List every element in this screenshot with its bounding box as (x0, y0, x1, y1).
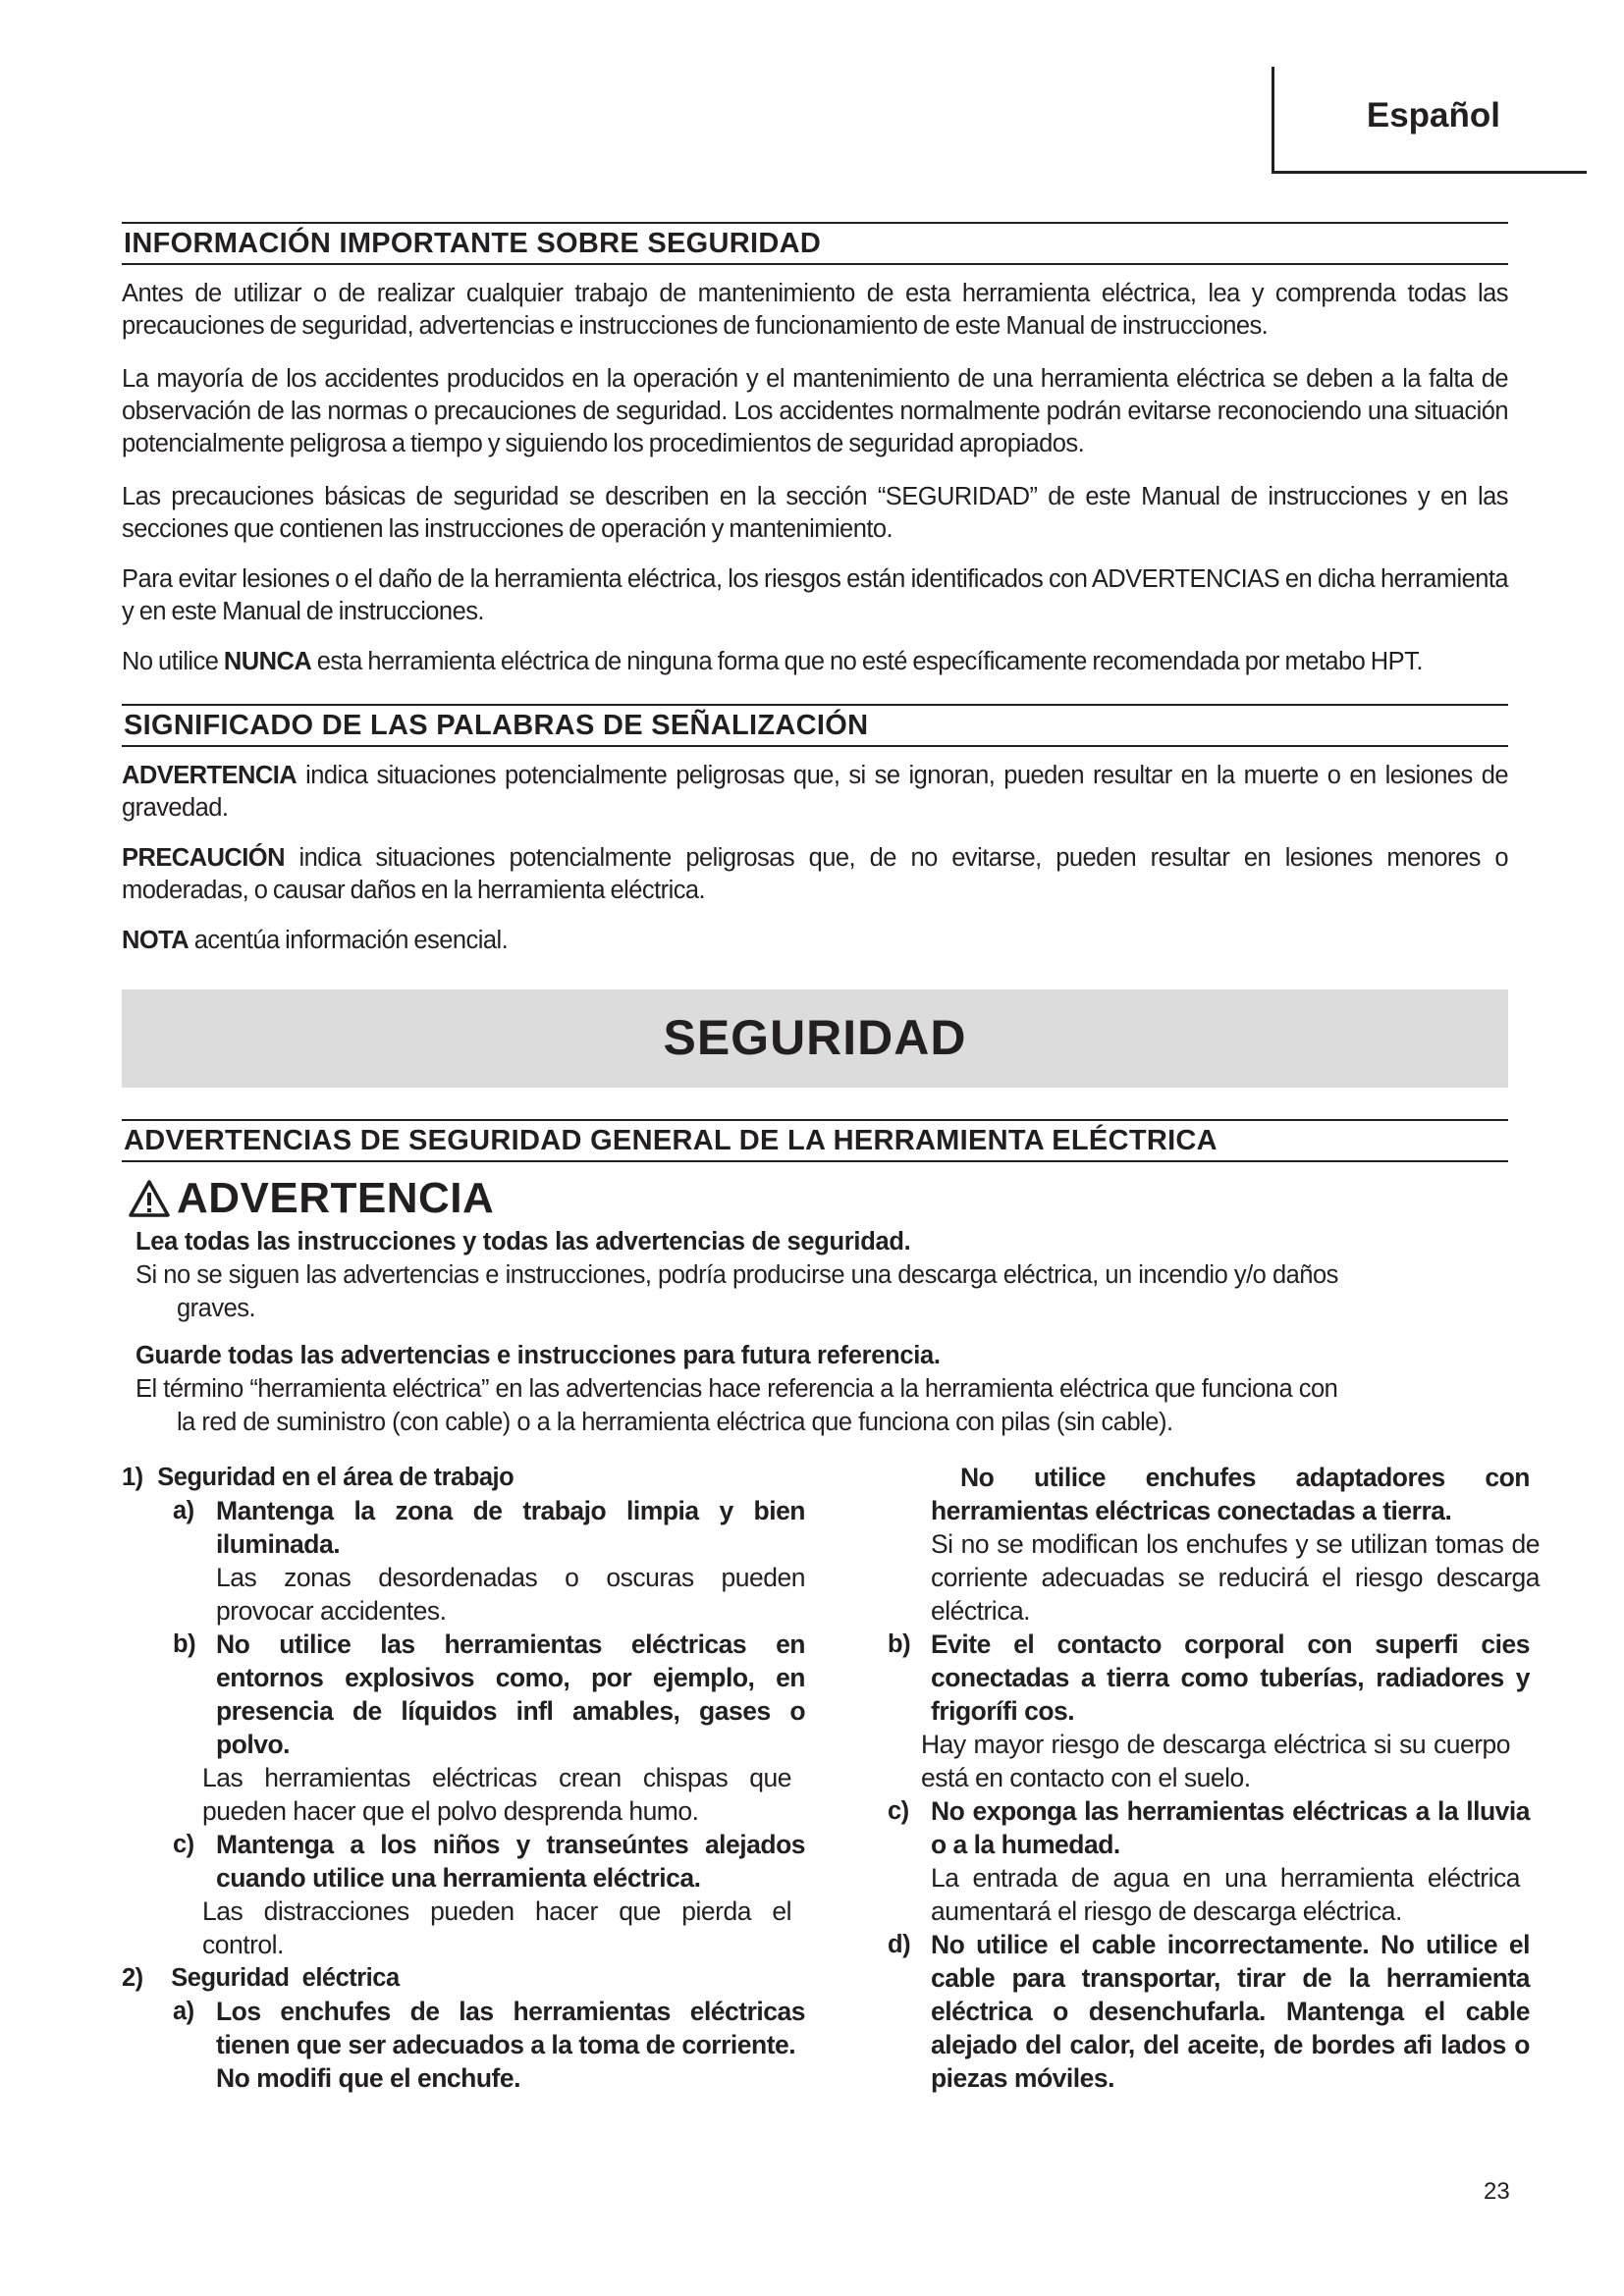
item-bold: Mantenga a los niños y transeúntes alejados cuando utilice una herramienta eléctrica. (216, 1830, 805, 1893)
item-title: Seguridad en el área de trabajo (157, 1464, 514, 1491)
list-item-work-area (122, 1461, 809, 1494)
definition-text: indica situaciones potencialmente peligrosas que, si se ignoran, pueden resultar en la muerte o en lesiones de gravedad. (122, 762, 1508, 822)
section-heading-important-info: INFORMACIÓN IMPORTANTE SOBRE SEGURIDAD (122, 222, 1508, 265)
definition-text: acentúa información esencial. (189, 927, 509, 954)
term: PRECAUCIÓN (122, 844, 285, 872)
item-text: Las herramientas eléctricas crean chispas que pueden hacer que el polvo desprenda humo. (202, 1763, 791, 1826)
warning-title: ADVERTENCIA (177, 1174, 495, 1222)
right-column (837, 1461, 1540, 2095)
warning-heading (128, 1174, 494, 1223)
list-item-b (837, 1628, 1536, 1794)
read-instructions-bold: Lea todas las instrucciones y todas las advertencias de seguridad. (135, 1228, 911, 1255)
item-label: c) (173, 1831, 194, 1858)
item-text: Las zonas desordenadas o oscuras pueden provocar accidentes. (216, 1563, 805, 1626)
keep-instructions-block (135, 1339, 1530, 1439)
paragraph: Antes de utilizar o de realizar cualquier trabajo de mantenimiento de esta herramienta eléctrica, lea y comprenda todas las precauciones de seguridad, advertencias e instrucciones de funcionamiento de este Manual de instrucciones. (122, 280, 1508, 340)
seguridad-banner (122, 989, 1508, 1088)
item-bold: No utilice el cable incorrectamente. No utilice el cable para transportar, tirar de la herramienta eléctrica o desenchufarla. Mantenga el cable alejado del calor, del aceite, de bordes afi lados o piezas móviles. (931, 1930, 1530, 2093)
item-label: a) (173, 1497, 194, 1524)
definition-precaucion (122, 842, 1508, 907)
paragraph: La mayoría de los accidentes producidos en la operación y el mantenimiento de una herramienta eléctrica se deben a la falta de observación de las normas o precauciones de seguridad. Los accidentes normalmente podrán evitarse reconociendo una situación potencialmente peligrosa a tiempo y siguiendo los procedimientos de seguridad apropiados. (122, 365, 1508, 457)
item-bold: No exponga las herramientas eléctricas a la lluvia o a la humedad. (931, 1796, 1530, 1859)
read-instructions-block (135, 1225, 1530, 1325)
list-item-a (122, 1494, 809, 1628)
definition-nota (122, 925, 1508, 957)
read-instructions-text: graves. (177, 1295, 256, 1322)
list-item-electrical (122, 1961, 809, 1995)
item-text: La entrada de agua en una herramienta eléctrica aumentará el riesgo de descarga eléctrica. (931, 1863, 1520, 1926)
item-label: c) (888, 1797, 909, 1825)
term: NOTA (122, 927, 189, 954)
item-bold: Los enchufes de las herramientas eléctricas tienen que ser adecuados a la toma de corriente. (216, 1997, 805, 2059)
item-bold: Mantenga la zona de trabajo limpia y bien iluminada. (216, 1496, 805, 1559)
warning-triangle-icon (128, 1179, 171, 1218)
paragraph: Para evitar lesiones o el daño de la herramienta eléctrica, los riesgos están identificados con ADVERTENCIAS en dicha herramienta y en este Manual de instrucciones. (122, 565, 1508, 625)
paragraph: Las precauciones básicas de seguridad se describen en la sección “SEGURIDAD” de este Manual de instrucciones y en las secciones que contienen las instrucciones de operación y mantenimiento. (122, 483, 1508, 543)
seguridad-title: SEGURIDAD (663, 1010, 967, 1065)
item-title: Seguridad eléctrica (171, 1964, 400, 1992)
item-bold: No utilice las herramientas eléctricas en entornos explosivos como, por ejemplo, en presencia de líquidos infl amables, gases o polvo. (216, 1629, 805, 1759)
list-item-a2 (122, 1995, 809, 2095)
list-item-continued (837, 1461, 1540, 1628)
item-number: 2) (122, 1964, 143, 1992)
item-label: b) (173, 1630, 196, 1658)
left-column (122, 1461, 809, 2095)
list-item-d (837, 1928, 1536, 2095)
list-item-c (122, 1828, 809, 1961)
section-heading-general-warnings: ADVERTENCIAS DE SEGURIDAD GENERAL DE LA HERRAMIENTA ELÉCTRICA (122, 1119, 1508, 1162)
item-bold: No modifi que el enchufe. (216, 2063, 520, 2093)
item-label: b) (888, 1630, 911, 1658)
keep-instructions-text: El término “herramienta eléctrica” en las advertencias hace referencia a la herramienta eléctrica que funciona con (135, 1375, 1338, 1403)
paragraph (122, 646, 1508, 678)
item-text: Si no se modifican los enchufes y se utilizan tomas de corriente adecuadas se reducirá el riesgo descarga eléctrica. (931, 1529, 1540, 1626)
text: esta herramienta eléctrica de ninguna forma que no esté específicamente recomendada por metabo HPT. (311, 648, 1423, 675)
term: ADVERTENCIA (122, 762, 298, 789)
list-item-c (837, 1794, 1536, 1928)
language-label: Español (1366, 96, 1500, 134)
read-instructions-text: Si no se siguen las advertencias e instrucciones, podría producirse una descarga eléctrica, un incendio y/o daños (135, 1261, 1338, 1289)
language-tab (1272, 67, 1587, 174)
section-heading-signal-words: SIGNIFICADO DE LAS PALABRAS DE SEÑALIZACIÓN (122, 704, 1508, 747)
page-number: 23 (1484, 2178, 1510, 2205)
item-number: 1) (122, 1464, 143, 1491)
item-bold: Evite el contacto corporal con superfi cies conectadas a tierra como tuberías, radiadores y frigorífi cos. (931, 1629, 1530, 1726)
text: No utilice (122, 648, 224, 675)
item-bold: No utilice enchufes adaptadores con herramientas eléctricas conectadas a tierra. (931, 1463, 1530, 1525)
item-text: Las distracciones pueden hacer que pierda el control. (202, 1896, 791, 1959)
emphasis: NUNCA (223, 648, 312, 675)
definition-advertencia (122, 760, 1508, 825)
keep-instructions-text: la red de suministro (con cable) o a la herramienta eléctrica que funciona con pilas (sin cable). (177, 1409, 1173, 1436)
item-label: d) (888, 1931, 911, 1958)
list-item-b (122, 1628, 809, 1828)
definition-text: indica situaciones potencialmente peligrosas que, de no evitarse, pueden resultar en lesiones menores o moderadas, o causar daños en la herramienta eléctrica. (122, 844, 1508, 904)
item-text: Hay mayor riesgo de descarga eléctrica si su cuerpo está en contacto con el suelo. (921, 1730, 1510, 1792)
item-label: a) (173, 1998, 194, 2025)
keep-instructions-bold: Guarde todas las advertencias e instrucciones para futura referencia. (135, 1342, 941, 1369)
